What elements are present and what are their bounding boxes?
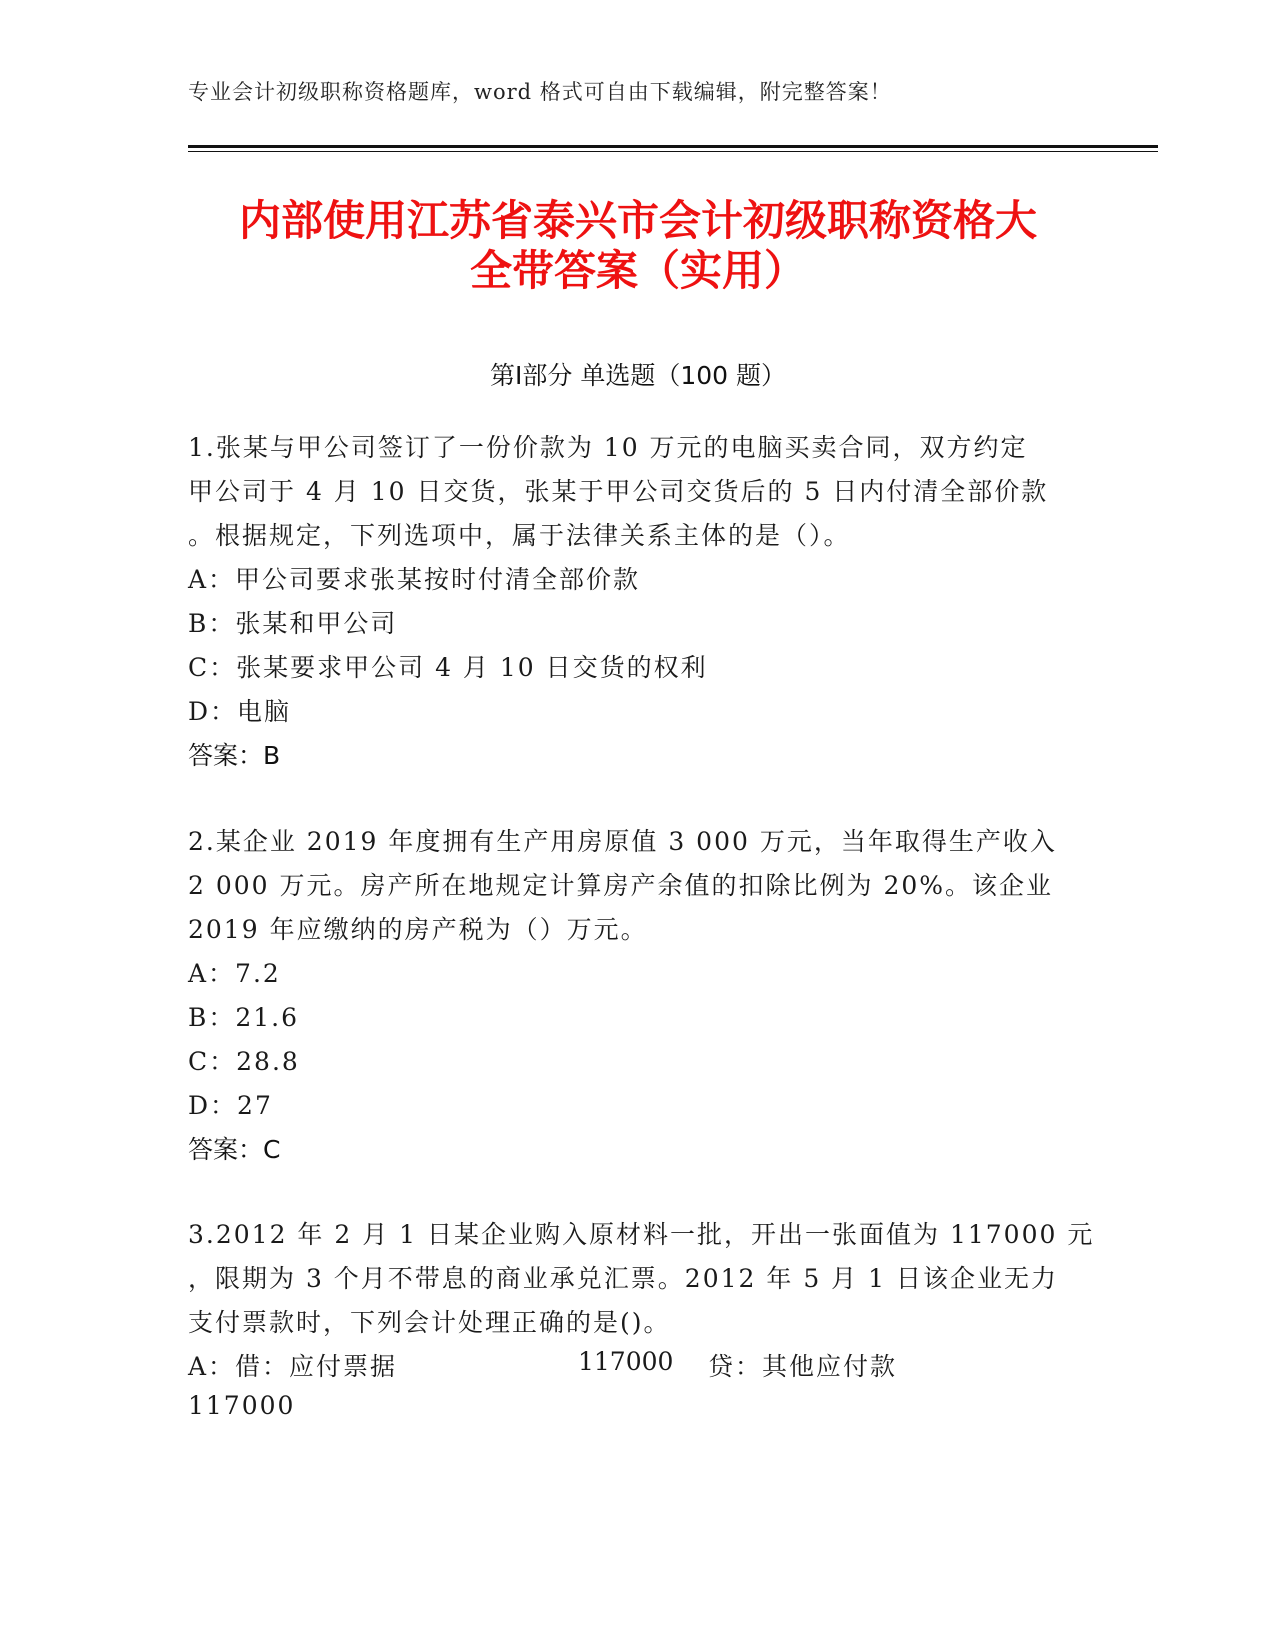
q2-option-b: B：21.6 [188,1003,300,1032]
q2-option-a: A：7.2 [188,959,281,988]
q1-option-c: C：张某要求甲公司 4 月 10 日交货的权利 [188,653,708,682]
q2-stem-line-1: 2.某企业 2019 年度拥有生产用房原值 3 000 万元，当年取得生产收入 [188,827,1057,856]
q1-stem-line-2: 甲公司于 4 月 10 日交货，张某于甲公司交货后的 5 日内付清全部价款 [188,477,1049,506]
q2-answer: 答案：C [188,1135,281,1164]
q1-stem-line-1: 1.张某与甲公司签订了一份价款为 10 万元的电脑买卖合同，双方约定 [188,433,1028,462]
q1-stem-line-3: 。根据规定，下列选项中，属于法律关系主体的是（）。 [188,521,851,550]
q1-option-a: A：甲公司要求张某按时付清全部价款 [188,565,641,594]
header-rule-thick [188,145,1158,148]
q3-stem-line-2: ，限期为 3 个月不带息的商业承兑汇票。2012 年 5 月 1 日该企业无力 [188,1264,1058,1293]
title-line-2: 全带答案（实用） [469,246,806,295]
header-rule-thin [188,151,1158,152]
section-title: 第Ⅰ部分 单选题（100 题） [490,361,786,390]
q3-option-a-debit: A：借：应付票据 [188,1352,398,1381]
q1-option-d: D：电脑 [188,697,292,726]
q3-stem-line-1: 3.2012 年 2 月 1 日某企业购入原材料一批，开出一张面值为 117000 元 [188,1220,1095,1249]
header-note: 专业会计初级职称资格题库，word 格式可自由下载编辑，附完整答案！ [188,80,892,104]
q2-option-c: C：28.8 [188,1047,300,1076]
q1-answer: 答案：B [188,741,281,770]
q3-option-a-credit: 贷：其他应付款 [708,1352,898,1381]
title-line-1: 内部使用江苏省泰兴市会计初级职称资格大 [238,196,1037,245]
q2-stem-line-3: 2019 年应缴纳的房产税为（）万元。 [188,915,648,944]
q3-stem-line-3: 支付票款时，下列会计处理正确的是()。 [188,1308,671,1337]
q2-option-d: D：27 [188,1091,273,1120]
document-title [188,196,1088,296]
q3-option-a-credit-amount: 117000 [188,1391,296,1420]
q2-stem-line-2: 2 000 万元。房产所在地规定计算房产余值的扣除比例为 20%。该企业 [188,871,1054,900]
q3-option-a-debit-amount: 117000 [578,1347,674,1376]
q1-option-b: B：张某和甲公司 [188,609,398,638]
